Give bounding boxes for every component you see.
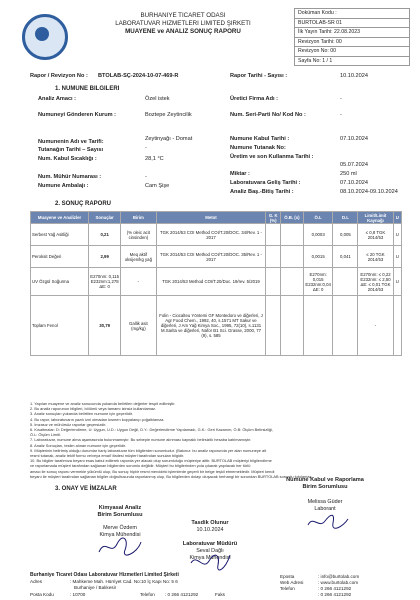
chief-signature-icon [95,536,145,558]
u-cell: U [393,246,401,268]
field-label: Num. Seri-Parti No/ Kod No : [230,112,306,118]
column-header: Birim [121,212,156,224]
method-cell: TGK 2014/53 COI Method COI/T.20/DOC. 35/Rev. 1 - 2017 [156,246,266,268]
field-value: 07.10.2024 [340,180,368,186]
note-line: Ö.L: Ölçüm Limiti. [30,432,61,438]
document-meta-box [294,8,410,66]
footer-fax-label: Faks [215,592,225,597]
dl-cell: 0,005 [333,224,358,246]
analysis-name: Serbest Yağ Asitliği [31,224,89,246]
field-label: Numuneyi Gönderen Kurum : [38,112,117,118]
chief-name: Merve Özdem [103,525,137,531]
ob-cell [281,268,304,296]
footer-address-line2: Burhaniye / Balıkesir [74,585,117,590]
result-value: E270nm: 0,115 E232nm:1,278 ΔE: 0 [89,268,121,296]
column-header: Ö.L [303,212,333,224]
limit-cell: E270nm: ≤ 0,22 E232nm: ≤ 2,50 ΔE: ≤ 0,01 TGK 2014/53 [358,268,393,296]
field-label: Analiz Baş.-Bitiş Tarihi : [230,189,294,195]
note-line: ve raporlamada müşteri tarafından sağlanan bilgilerden sorumlu değildir. Müşteri bu bilgilerinden yola çıkarak yapılacak her türlü [30,463,251,469]
limit-cell: - [358,296,393,356]
doc-code-value: BURTOLAB-SR 01 [294,18,410,28]
field-value: - [340,96,342,102]
gk-cell [266,224,281,246]
footer-phone2-value: : 0 266 4121292 [318,586,352,591]
note-line: 4. Bu rapor, laboratuvarın yazılı izni olmadan kısmen kopyalanıp çoğaltılamaz. [30,416,165,422]
footer-web-label: Web Adresi [280,580,304,585]
note-line: 2. Bu analiz raporunun bilgileri, bölümü veya tamamı izinsiz kullanılamaz. [30,406,157,412]
note-line: 9. Müşterinin belirtmiş olduğu durumlar hariç laboratuvar tüm bilgilerden sorumludur. (Bakınız: bu analiz raporunda yer alan numuneye ait [30,447,267,453]
table-row [31,268,402,296]
limit-cell: ≤ 0,8 TGK 2014/53 [358,224,393,246]
note-line: 3. Analiz sonuçları yukarıda belirtilen numune için geçerlidir. [30,411,133,417]
chief-role: Kimya Mühendisi [99,532,141,538]
field-label: Numune Ambalajı : [38,183,89,189]
result-value: 2,99 [89,246,121,268]
unit-cell: Meq aktif oksijen/kg yağ [121,246,156,268]
manager-title: Laboratuvar Müdürü [182,541,238,547]
ol-cell: E270nm: 0,015 E232nm:0,04 ΔE: 0 [303,268,333,296]
column-header: Ö.B. (x) [281,212,304,224]
gk-cell [266,296,281,356]
table-row [31,224,402,246]
revision-no: Revizyon No: 00 [294,46,410,56]
column-header: G. K (%) [266,212,281,224]
footer-address-label: Adres [30,579,43,584]
manager-name: Seval Dağlı [196,548,224,554]
company-block [78,12,288,36]
footer-phone-label: Telefon [140,592,155,597]
field-value: 28,1 °C [145,156,164,162]
table-header-row [31,212,402,224]
report-rev-value: BTOLAB-SÇ-2024-10-07-469-R [98,73,179,79]
unit-cell: Gallik asit (mg/kg) [121,296,156,356]
report-title: MUAYENE ve ANALIZ SONUÇ RAPORU [125,28,241,35]
ob-cell [281,224,304,246]
report-date-value: 10.10.2024 [340,73,368,79]
report-rev-label: Rapor / Revizyon No : [30,73,88,79]
field-label: Laboratuvara Geliş Tarihi : [230,180,301,186]
page-number: Sayfa No: 1 / 1 [294,56,410,67]
footer-postal-label: Posta Kodu [30,592,54,597]
approval-label: Tasdik Olunur [191,520,229,526]
reporter-role: Laborant [314,506,336,512]
field-value: - [145,145,147,151]
field-label: Numune Tutanak No: [230,145,286,151]
limit-cell: ≤ 20 TGK 2014/53 [358,246,393,268]
field-label: Analiz Amacı : [38,96,77,102]
column-header: Metot [156,212,266,224]
field-value: 250 ml [340,171,357,177]
field-value: 07.10.2024 [340,136,368,142]
footer [10,572,410,597]
u-cell [393,296,401,356]
field-label: Numunenin Adı ve Tarifi: [38,139,104,145]
method-cell: TGK 2014/53 COI Method COI/T.20/DOC. 34/Rev. 1 - 2017 [156,224,266,246]
revision-date: Revizyon Tarihi: 00 [294,37,410,47]
footer-phone2-label: Telefon [280,586,295,591]
field-value: 08.10.2024-09.10.2024 [340,189,398,195]
company-name-line1: BURHANIYE TICARET ODASI [140,12,226,19]
unit-cell: - [121,268,156,296]
ol-cell [303,296,333,356]
reporter-title-line2: Birim Sorumlusu [302,484,348,490]
column-header: Sonuçlar [89,212,121,224]
company-name-line2: LABORATUVAR HIZMETLERI LIMITED ŞIRKETI [115,20,251,27]
report-date-label: Rapor Tarihi - Sayısı : [230,73,288,79]
u-cell: U [393,224,401,246]
dl-cell: 0,041 [333,246,358,268]
gk-cell [266,246,281,268]
table-row [31,296,402,356]
dl-cell [333,268,358,296]
footer-email-label: Eposta [280,574,295,579]
column-header: D.L [333,212,358,224]
doc-code: Doküman Kodu : [294,8,410,18]
field-label: Üretim ve son Kullanma Tarihi : [230,154,314,160]
results-table [30,211,402,356]
first-issue-date: İlk Yayın Tarihi: 22.08.2023 [294,27,410,37]
notes-block [30,401,400,479]
note-line: beyanı ile müşteri tarafından sağlanan bilgiler doğrultusunda raporlanmış olup, Bu bilgilerden dolayı oluşacak herhangi bir sorundan BURTOLAB sorumlu tutulamaz. [30,473,313,479]
analysis-name: Toplam Fenol [31,296,89,356]
field-label: Num. Mühür Numarası : [38,174,102,180]
field-value: Boztepe Zeytincilik [145,112,192,118]
reporter-signature-block [255,477,395,513]
footer-address-line1: : Mahkeme Mah. Hürriyet Cad. No:10 İç Kapı No: 5 6 [70,579,178,584]
chief-title-line1: Kimyasal Analiz [98,505,142,511]
note-line: amacı ile sonuç raporu vermekle yükümlü olup, Bu sonuç hiçbir resmi mercideki işlemlerde geçerli bir belge teşkil etmemektedir. Müşteri kendi [30,468,275,474]
result-value: 30,79 [89,296,121,356]
ob-cell [281,246,304,268]
ol-cell: 0,0015 [303,246,333,268]
method-cell: Folin - Ciocalteu Yöntemi GF Montedoro ve diğerleri, J Agr Food Chem., 1992, 40, s.1571 MT Sakur ve diğerleri, J Am Yağ Kimya Soc., 1995, 72(10), s.1131 M.Sarita ve diğerleri, Nafor B1 Sci. Grasse, 2000, 77 (9), s. 585 [156,296,266,356]
section3-title: 3. ONAY VE İMZALAR [55,486,117,492]
field-label: Tutanağın Tarihi – Sayısı [38,147,104,153]
note-line: resmi tutanak, analiz teklif formu ve/veya email' ifadesi müşteri tarafından sunulan bilgidir. [30,453,185,459]
note-line: 1. Yapılan muayene ve analiz sonucunda yukarıda belirtilen değerler tespit edilmiştir. [30,401,176,406]
approval-date-block [160,520,260,534]
report-header [10,8,410,66]
field-label: Num. Kabul Sıcaklığı : [38,156,97,162]
reporter-signature-icon [305,511,351,533]
section1-title: 1. NUMUNE BILGILERI [55,86,120,92]
section2-title: 2. SONUÇ RAPORU [55,201,112,207]
lab-seal-icon [22,14,68,60]
field-value: Cam Şişe [145,183,170,189]
note-line: 6. Kısaltmalar: D: Değerlendirme, U: Uygun, U.D.: Uygun Değil, D.Y.: Değerlendirme Yapılamadı, G.K.: Geri Kazanım, Ö.B: Ölçüm Belirsizliği, [30,427,274,433]
footer-email-value: : info@burtolab.com [318,574,360,579]
approval-date: 10.10.2024 [196,527,224,533]
footer-web-value: : www.burtolab.com [318,580,359,585]
field-value: - [145,174,147,180]
manager-role: Kimya Mühendisi [189,555,231,561]
footer-company: Burhaniye Ticaret Odası Laboratuvar Hizmetleri Limited Şirketi [30,572,179,578]
field-value: 05.07.2024 [340,162,368,168]
manager-signature-icon [188,551,232,573]
column-header: Limit/Limit Kaynağı [358,212,393,224]
footer-postal-value: : 10700 [70,592,86,597]
field-label: Miktar : [230,171,250,177]
result-value: 0,21 [89,224,121,246]
footer-phone-value: : 0 266 4121292 [165,592,199,597]
gk-cell [266,268,281,296]
method-cell: TGK 2014/53 Method COI/T.20/Doc. 19/rev. 5/2019 [156,268,266,296]
unit-cell: (% oleic acit cinsinden) [121,224,156,246]
analysis-name: UV Özgül Soğurma [31,268,89,296]
ol-cell: 0,0003 [303,224,333,246]
ob-cell [281,296,304,356]
field-value: - [340,112,342,118]
chief-title-line2: Birim Sorumlusu [97,512,143,518]
note-line: 10. Bu bilgiler tarafımıza beyanı esas kabul edilerek raporda yer alacak olup sorumluluğu müşteriye aittir. BURTOLAB müşteriyi bilgilendirme [30,458,272,464]
field-label: Üretici Firma Adı : [230,96,278,102]
reporter-name: Melissa Güder [307,499,343,505]
field-value: Zeytinyağı - Domat [145,136,193,142]
note-line: 8. Analiz Sonuçları, teslim alınan numune için geçerlidir. [30,442,127,448]
note-line: 5. İmzasız ve mühürsüz raporlar geçersizdir. [30,421,107,427]
dl-cell [333,296,358,356]
table-row [31,246,402,268]
note-line: 7. Laboratuvar, numune alma aşamasında bulunmamıştır. Bu sebeple numune alınması kaynaklı belirsizlik hesaba katılmamıştır. [30,437,252,443]
analysis-name: Peroksit Değeri [31,246,89,268]
u-cell: U [393,268,401,296]
field-label: Numune Kabul Tarihi : [230,136,290,142]
column-header: Muayene ve Analizler [31,212,89,224]
reporter-title-line1: Numune Kabul ve Raporlama [286,477,364,483]
field-value: Özel istek [145,96,170,102]
footer-fax-value: : 0 266 4121292 [318,592,352,597]
column-header: U [393,212,401,224]
